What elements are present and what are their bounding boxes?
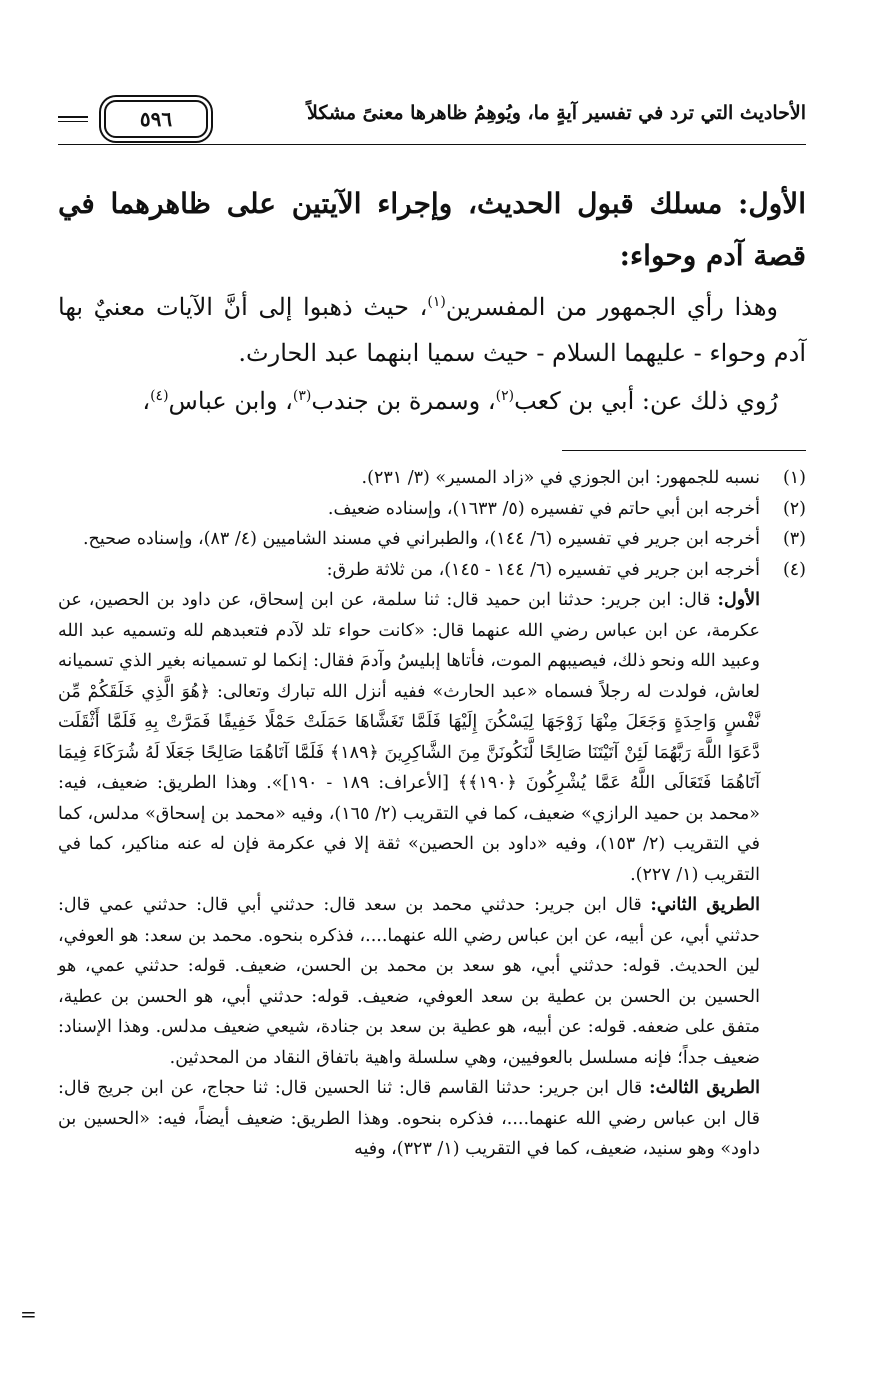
page-header: [58, 92, 806, 150]
paragraph-text: ، حيث ذهبوا إلى أنَّ الآيات معنيٌ بها آدم وحواء - عليهما السلام - حيث سميا ابنهما عبد الحارث.: [58, 293, 806, 367]
route-two: [58, 890, 760, 1073]
footnote-number: (٤): [782, 559, 806, 580]
footnote-text: [58, 555, 760, 1165]
body-paragraph: [58, 284, 806, 376]
footnote-text: أخرجه ابن أبي حاتم في تفسيره (٥/ ١٦٣٣)، وإسناده ضعيف.: [327, 498, 760, 519]
footnote-ref[interactable]: (٤): [150, 388, 169, 404]
route-label: الأول:: [717, 590, 760, 610]
footnote-text: نسبه للجمهور: ابن الجوزي في «زاد المسير» (٣/ ٢٣١).: [361, 468, 760, 488]
running-title: الأحاديث التي ترد في تفسير آيةٍ ما، ويُوهِمُ ظاهرها معنىً مشكلاً: [307, 102, 806, 124]
header-rule-ornament: [58, 121, 88, 122]
header-rule-ornament: [58, 116, 88, 118]
header-rule: [58, 144, 806, 145]
footnote-ref[interactable]: (٣): [292, 388, 312, 404]
page-number: ٥٩٦: [104, 100, 208, 138]
continuation-mark: =: [20, 1302, 37, 1326]
route-text: قال ابن جرير: حدثني محمد بن سعد قال: حدثني أبي قال: حدثني عمي قال: حدثني أبي، عن أبيه، عن ابن عباس رضي الله عنهما....، فذكره بنحوه. محمد بن سعد: هو العوفي، لين الحديث. قوله: حدثني أبي، هو سعد بن محمد بن الحسن، ضعيف. قوله: حدثني عمي، هو الحسين بن الحسن بن عطية بن سعد العوفي، ضعيف. قوله: حدثني أبي، هو الحسن بن عطية، متفق على ضعفه. قوله: عن أبيه، هو عطية بن سعد بن جنادة، شيعي ضعيف مدلس. وهذا الإسناد: ضعيف جداً؛ فإنه مسلسل بالعوفيين، وهي سلسلة واهية باتفاق النقاد من المحدثين.: [58, 895, 760, 1068]
route-text: قال: ابن جرير: حدثنا ابن حميد قال: ثنا سلمة، عن ابن إسحاق، عن داود بن الحصين، عن عكرمة، عن ابن عباس رضي الله عنهما قال: «كانت حواء تلد لآدم فتعبدهم لله وتسميه عبد الله وعبيد الله ونحو ذلك، فيصيبهم الموت، فأتاها إبليسُ وآدمَ فقال: إنكما لو تسميانه بغير الذي تسميانه لعاش، فولدت له رجلاً فسماه «عبد الحارث» ففيه أنزل الله تبارك وتعالى: ﴿هُوَ الَّذِي خَلَقَكُمْ مِّن نَّفْسٍ وَاحِدَةٍ وَجَعَلَ مِنْهَا زَوْجَهَا لِيَسْكُنَ إِلَيْهَا فَلَمَّا تَغَشَّاهَا حَمَلَتْ حَمْلًا خَفِيفًا فَمَرَّتْ بِهِ فَلَمَّا أَثْقَلَت دَّعَوَا اللَّهَ رَبَّهُمَا لَئِنْ آتَيْتَنَا صَالِحًا لَّنَكُونَنَّ مِنَ الشَّاكِرِينَ ﴿١٨٩﴾ فَلَمَّا آتَاهُمَا صَالِحًا جَعَلَا لَهُ شُرَكَاءَ فِيمَا آتَاهُمَا فَتَعَالَى اللَّهُ عَمَّا يُشْرِكُونَ ﴿١٩٠﴾﴾ [الأعراف: ١٨٩ - ١٩٠]». وهذا الطريق: ضعيف، فيه: «محمد بن حميد الرازي» ضعيف، كما في التقريب (٢/ ١٦٥)، وفيه «محمد بن إسحاق» مدلس، كما في التقريب (٢/ ١٥٣)، وفيه «داود بن الحصين» ثقة إلا في عكرمة فإن له عنه مناكير، كما في التقريب (١/ ٢٢٧).: [58, 590, 761, 885]
footnote-number: (١): [782, 468, 806, 488]
route-label: الطريق الثالث:: [649, 1078, 760, 1098]
route-one: [58, 585, 760, 890]
section-heading: الأول: مسلك قبول الحديث، وإجراء الآيتين على ظاهرهما في قصة آدم وحواء:: [58, 187, 806, 272]
footnote-intro: أخرجه ابن جرير في تفسيره (٦/ ١٤٤ - ١٤٥)، من ثلاثة طرق:: [326, 559, 760, 580]
footnotes: [58, 463, 806, 1165]
footnote-separator: [562, 450, 806, 451]
footnote-ref[interactable]: (١): [427, 294, 446, 310]
paragraph-text: وهذا رأي الجمهور من المفسرين: [445, 293, 778, 321]
footnote-number: (٢): [782, 498, 806, 519]
route-text: قال ابن جرير: حدثنا القاسم قال: ثنا الحسين قال: ثنا حجاج، عن ابن جريج قال: قال ابن عباس رضي الله عنهما....، فذكره بنحوه. وهذا الطريق: ضعيف أيضاً، فيه: «الحسين بن داود» وهو سنيد، ضعيف، كما في التقريب (١/ ٣٢٣)، وفيه: [58, 1078, 760, 1159]
footnote-item: [58, 463, 806, 494]
body-paragraph: [58, 378, 806, 424]
paragraph-text: ،: [142, 387, 151, 415]
footnote-item: [58, 555, 806, 1165]
route-label: الطريق الثاني:: [650, 895, 760, 915]
footnote-number: (٣): [782, 529, 806, 549]
book-page: [58, 92, 806, 1165]
footnote-text: أخرجه ابن جرير في تفسيره (٦/ ١٤٤)، والطبراني في مسند الشاميين (٤/ ٨٣)، وإسناده صحيح.: [82, 529, 760, 549]
route-three: [58, 1073, 760, 1165]
footnote-item: [58, 494, 806, 525]
footnote-item: [58, 524, 806, 555]
paragraph-text: رُوي ذلك عن: أبي بن كعب: [514, 387, 778, 415]
paragraph-text: ، وابن عباس: [168, 387, 293, 415]
footnote-ref[interactable]: (٢): [495, 388, 515, 404]
paragraph-text: ، وسمرة بن جندب: [311, 387, 496, 415]
